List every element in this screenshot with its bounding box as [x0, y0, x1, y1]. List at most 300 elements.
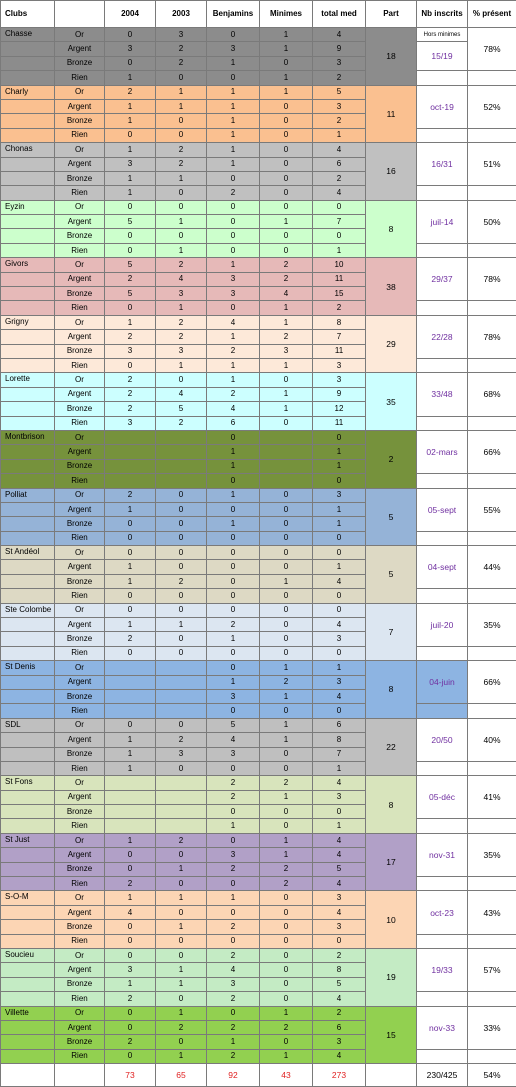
value-minimes: 0 [260, 157, 313, 171]
value-minimes: 0 [260, 99, 313, 113]
medal-label: Argent [55, 848, 105, 862]
value-2004: 2 [105, 85, 156, 99]
value-benjamins: 1 [207, 128, 260, 142]
medal-label: Bronze [55, 459, 105, 473]
empty-cell [417, 474, 468, 488]
medal-label: Bronze [55, 56, 105, 70]
medal-label: Bronze [55, 747, 105, 761]
medal-label: Or [55, 661, 105, 675]
value-benjamins: 0 [207, 71, 260, 85]
value-benjamins: 2 [207, 790, 260, 804]
value-2004: 2 [105, 1035, 156, 1049]
value-2004: 1 [105, 71, 156, 85]
value-2003: 4 [156, 387, 207, 401]
value-total-med: 1 [313, 661, 366, 675]
empty-cell [468, 589, 516, 603]
value-benjamins: 2 [207, 992, 260, 1006]
value-total-med: 4 [313, 992, 366, 1006]
value-benjamins: 4 [207, 315, 260, 329]
value-benjamins: 2 [207, 186, 260, 200]
value-2003: 0 [156, 560, 207, 574]
medal-label: Or [55, 1006, 105, 1020]
value-minimes: 0 [260, 517, 313, 531]
club-row [1, 949, 516, 963]
club-row [1, 934, 516, 948]
club-part: 10 [366, 891, 417, 949]
club-cell [1, 459, 55, 473]
medal-label: Or [55, 776, 105, 790]
value-total-med: 7 [313, 330, 366, 344]
value-2003 [156, 474, 207, 488]
value-benjamins: 1 [207, 157, 260, 171]
value-total-med: 2 [313, 1006, 366, 1020]
medal-label: Or [55, 315, 105, 329]
club-inscrits: 22/28 [417, 315, 468, 358]
value-benjamins: 1 [207, 819, 260, 833]
club-inscrits: 04-juin [417, 661, 468, 704]
value-benjamins: 2 [207, 387, 260, 401]
medal-label: Rien [55, 704, 105, 718]
club-row [1, 1049, 516, 1063]
value-minimes: 0 [260, 114, 313, 128]
club-row [1, 186, 516, 200]
medal-label: Rien [55, 416, 105, 430]
value-2004: 0 [105, 718, 156, 732]
club-inscrits: 19/33 [417, 949, 468, 992]
club-cell [1, 301, 55, 315]
value-2004: 0 [105, 531, 156, 545]
club-part: 29 [366, 315, 417, 373]
value-minimes [260, 474, 313, 488]
value-total-med: 12 [313, 402, 366, 416]
club-row [1, 1006, 516, 1020]
club-cell [1, 934, 55, 948]
club-part: 2 [366, 430, 417, 488]
empty-cell [468, 474, 516, 488]
value-total-med: 8 [313, 733, 366, 747]
club-cell [1, 805, 55, 819]
value-2004: 0 [105, 949, 156, 963]
value-2004: 0 [105, 1006, 156, 1020]
value-2004: 3 [105, 344, 156, 358]
value-2003: 0 [156, 992, 207, 1006]
header-benjamins: Benjamins [207, 1, 260, 28]
value-total-med: 0 [313, 646, 366, 660]
value-minimes: 0 [260, 143, 313, 157]
club-cell [1, 99, 55, 113]
club-row [1, 819, 516, 833]
value-2003 [156, 445, 207, 459]
value-2004 [105, 430, 156, 444]
value-2004: 0 [105, 56, 156, 70]
value-minimes: 0 [260, 603, 313, 617]
value-minimes: 2 [260, 1020, 313, 1034]
medal-label: Rien [55, 877, 105, 891]
value-2004 [105, 661, 156, 675]
club-row [1, 718, 516, 732]
empty-cell [468, 704, 516, 718]
value-benjamins: 4 [207, 402, 260, 416]
total-med: 273 [313, 1064, 366, 1087]
club-present: 35% [468, 833, 516, 876]
club-cell [1, 358, 55, 372]
value-2003: 0 [156, 589, 207, 603]
empty-cell [468, 819, 516, 833]
empty-cell [417, 243, 468, 257]
value-minimes: 0 [260, 229, 313, 243]
value-total-med: 2 [313, 171, 366, 185]
value-minimes: 0 [260, 963, 313, 977]
value-benjamins: 0 [207, 661, 260, 675]
value-benjamins: 4 [207, 963, 260, 977]
value-minimes: 0 [260, 920, 313, 934]
value-2004: 0 [105, 301, 156, 315]
club-row [1, 661, 516, 675]
club-name: St Denis [1, 661, 55, 675]
value-2003: 0 [156, 114, 207, 128]
value-total-med: 2 [313, 301, 366, 315]
total-2004: 73 [105, 1064, 156, 1087]
club-inscrits: 05-sept [417, 488, 468, 531]
medal-label: Rien [55, 71, 105, 85]
empty-cell [417, 416, 468, 430]
club-row [1, 891, 516, 905]
empty-cell [468, 186, 516, 200]
club-cell [1, 531, 55, 545]
value-2003 [156, 790, 207, 804]
empty-cell [417, 589, 468, 603]
value-2004: 0 [105, 243, 156, 257]
value-benjamins: 1 [207, 891, 260, 905]
medal-label: Rien [55, 761, 105, 775]
club-cell [1, 1049, 55, 1063]
total-inscrits: 230/425 [417, 1064, 468, 1087]
medal-label: Rien [55, 589, 105, 603]
header-nb-inscrits: Nb inscrits [417, 1, 468, 28]
value-2004: 0 [105, 934, 156, 948]
value-minimes: 1 [260, 733, 313, 747]
empty-cell [468, 934, 516, 948]
value-minimes: 1 [260, 848, 313, 862]
value-2003: 0 [156, 949, 207, 963]
value-total-med: 6 [313, 1020, 366, 1034]
club-cell [1, 632, 55, 646]
value-minimes: 1 [260, 28, 313, 42]
value-total-med: 1 [313, 459, 366, 473]
medal-label: Rien [55, 301, 105, 315]
value-minimes: 0 [260, 200, 313, 214]
total-benjamins: 92 [207, 1064, 260, 1087]
value-benjamins: 0 [207, 301, 260, 315]
value-2004: 1 [105, 833, 156, 847]
value-2003: 1 [156, 171, 207, 185]
value-total-med: 1 [313, 243, 366, 257]
club-name: St Just [1, 833, 55, 847]
club-cell [1, 171, 55, 185]
value-2004: 1 [105, 977, 156, 991]
club-part: 19 [366, 949, 417, 1007]
club-part: 18 [366, 28, 417, 86]
value-2004: 0 [105, 200, 156, 214]
club-present: 41% [468, 776, 516, 819]
value-total-med: 3 [313, 920, 366, 934]
medal-label: Bronze [55, 805, 105, 819]
medal-label: Argent [55, 963, 105, 977]
medal-label: Argent [55, 272, 105, 286]
value-minimes: 1 [260, 1006, 313, 1020]
medal-label: Or [55, 891, 105, 905]
value-benjamins: 0 [207, 574, 260, 588]
value-benjamins: 0 [207, 430, 260, 444]
club-part: 15 [366, 1006, 417, 1064]
medal-label: Bronze [55, 862, 105, 876]
value-total-med: 3 [313, 488, 366, 502]
value-2004: 1 [105, 502, 156, 516]
value-minimes: 0 [260, 977, 313, 991]
medal-label: Rien [55, 819, 105, 833]
value-total-med: 0 [313, 229, 366, 243]
medal-label: Argent [55, 560, 105, 574]
club-inscrits: 20/50 [417, 718, 468, 761]
value-total-med: 11 [313, 344, 366, 358]
empty-cell [417, 646, 468, 660]
value-minimes: 2 [260, 330, 313, 344]
medal-label: Argent [55, 99, 105, 113]
medal-label: Or [55, 143, 105, 157]
value-minimes: 2 [260, 272, 313, 286]
club-inscrits: 02-mars [417, 430, 468, 473]
value-2003: 0 [156, 546, 207, 560]
value-2004: 3 [105, 157, 156, 171]
club-name: St Fons [1, 776, 55, 790]
empty-cell [417, 186, 468, 200]
value-total-med: 4 [313, 689, 366, 703]
club-cell [1, 877, 55, 891]
value-benjamins: 0 [207, 704, 260, 718]
medal-label: Rien [55, 934, 105, 948]
value-minimes: 0 [260, 1035, 313, 1049]
value-minimes [260, 459, 313, 473]
medal-label: Bronze [55, 977, 105, 991]
value-2003: 2 [156, 416, 207, 430]
value-minimes: 0 [260, 488, 313, 502]
value-benjamins: 0 [207, 546, 260, 560]
value-minimes: 0 [260, 992, 313, 1006]
value-minimes: 0 [260, 373, 313, 387]
value-2004: 1 [105, 733, 156, 747]
empty-cell [468, 531, 516, 545]
totals-row [1, 1064, 516, 1087]
header-total-med: total med [313, 1, 366, 28]
value-2003: 1 [156, 215, 207, 229]
value-2003: 1 [156, 1006, 207, 1020]
club-present: 55% [468, 488, 516, 531]
value-total-med: 6 [313, 157, 366, 171]
empty-cell [417, 761, 468, 775]
medal-label: Argent [55, 1020, 105, 1034]
value-benjamins: 1 [207, 358, 260, 372]
value-2004: 0 [105, 546, 156, 560]
value-benjamins: 0 [207, 474, 260, 488]
value-2004: 5 [105, 215, 156, 229]
medal-label: Rien [55, 186, 105, 200]
value-total-med: 2 [313, 949, 366, 963]
value-benjamins: 0 [207, 200, 260, 214]
value-2003: 2 [156, 574, 207, 588]
empty-cell [417, 877, 468, 891]
value-2004: 1 [105, 574, 156, 588]
value-minimes: 1 [260, 833, 313, 847]
club-cell [1, 445, 55, 459]
value-2003: 0 [156, 517, 207, 531]
club-cell [1, 157, 55, 171]
club-row [1, 833, 516, 847]
value-total-med: 11 [313, 272, 366, 286]
value-benjamins: 1 [207, 373, 260, 387]
club-name: Lorette [1, 373, 55, 387]
club-cell [1, 689, 55, 703]
club-cell [1, 387, 55, 401]
club-part: 5 [366, 488, 417, 546]
club-name: Chasse [1, 28, 55, 42]
club-cell [1, 1035, 55, 1049]
medal-label: Argent [55, 42, 105, 56]
value-2004: 1 [105, 761, 156, 775]
club-present: 66% [468, 430, 516, 473]
value-2003: 0 [156, 373, 207, 387]
value-2004: 0 [105, 862, 156, 876]
value-minimes: 1 [260, 71, 313, 85]
value-minimes: 0 [260, 905, 313, 919]
value-total-med: 3 [313, 790, 366, 804]
value-2004 [105, 474, 156, 488]
value-minimes: 1 [260, 358, 313, 372]
club-part: 5 [366, 546, 417, 604]
value-2004: 1 [105, 560, 156, 574]
club-name: Chonas [1, 143, 55, 157]
value-total-med: 1 [313, 128, 366, 142]
medal-label: Argent [55, 733, 105, 747]
value-total-med: 9 [313, 387, 366, 401]
medal-label: Bronze [55, 689, 105, 703]
value-benjamins: 1 [207, 675, 260, 689]
value-total-med: 4 [313, 143, 366, 157]
value-total-med: 0 [313, 430, 366, 444]
medal-label: Or [55, 200, 105, 214]
value-benjamins: 2 [207, 949, 260, 963]
value-total-med: 10 [313, 258, 366, 272]
club-cell [1, 618, 55, 632]
club-name: Soucieu [1, 949, 55, 963]
medal-label: Argent [55, 790, 105, 804]
club-part: 35 [366, 373, 417, 431]
club-cell [1, 733, 55, 747]
club-row [1, 546, 516, 560]
value-total-med: 4 [313, 574, 366, 588]
club-present: 50% [468, 200, 516, 243]
value-2003: 0 [156, 632, 207, 646]
value-total-med: 4 [313, 848, 366, 862]
value-benjamins: 2 [207, 1020, 260, 1034]
value-2003 [156, 776, 207, 790]
value-benjamins: 2 [207, 618, 260, 632]
club-row [1, 71, 516, 85]
value-minimes: 1 [260, 790, 313, 804]
club-part: 16 [366, 143, 417, 201]
club-name: S-O-M [1, 891, 55, 905]
value-2003: 1 [156, 85, 207, 99]
club-part: 11 [366, 85, 417, 143]
value-2004: 0 [105, 358, 156, 372]
header-row [1, 1, 516, 28]
value-benjamins: 0 [207, 603, 260, 617]
total-present: 54% [468, 1064, 516, 1087]
medal-label: Or [55, 546, 105, 560]
value-benjamins: 0 [207, 243, 260, 257]
value-2003: 0 [156, 502, 207, 516]
value-benjamins: 3 [207, 848, 260, 862]
value-benjamins: 3 [207, 689, 260, 703]
club-name: Ste Colombe [1, 603, 55, 617]
value-2003: 2 [156, 733, 207, 747]
value-2004 [105, 445, 156, 459]
value-2003: 2 [156, 315, 207, 329]
value-2004 [105, 776, 156, 790]
empty-cell [468, 243, 516, 257]
value-2004 [105, 689, 156, 703]
value-minimes: 1 [260, 387, 313, 401]
value-benjamins: 0 [207, 833, 260, 847]
value-minimes: 1 [260, 661, 313, 675]
value-total-med: 3 [313, 56, 366, 70]
club-cell [1, 402, 55, 416]
value-benjamins: 1 [207, 143, 260, 157]
value-benjamins: 1 [207, 1035, 260, 1049]
value-2004: 0 [105, 848, 156, 862]
value-2003: 0 [156, 718, 207, 732]
club-cell [1, 330, 55, 344]
value-2003 [156, 459, 207, 473]
value-2003: 0 [156, 186, 207, 200]
medal-label: Or [55, 833, 105, 847]
empty-cell [468, 877, 516, 891]
club-cell [1, 790, 55, 804]
club-row [1, 603, 516, 617]
value-benjamins: 1 [207, 517, 260, 531]
value-2003: 2 [156, 1020, 207, 1034]
value-total-med: 7 [313, 747, 366, 761]
value-minimes: 2 [260, 862, 313, 876]
value-benjamins: 3 [207, 42, 260, 56]
value-total-med: 3 [313, 675, 366, 689]
value-2004: 2 [105, 373, 156, 387]
club-inscrits: 05-déc [417, 776, 468, 819]
medal-label: Bronze [55, 344, 105, 358]
club-row [1, 430, 516, 444]
value-2004 [105, 819, 156, 833]
club-present: 43% [468, 891, 516, 934]
total-minimes: 43 [260, 1064, 313, 1087]
club-row [1, 589, 516, 603]
value-2004: 1 [105, 186, 156, 200]
value-benjamins: 2 [207, 920, 260, 934]
club-inscrits: 33/48 [417, 373, 468, 416]
medal-label: Argent [55, 502, 105, 516]
value-total-med: 4 [313, 776, 366, 790]
value-minimes: 0 [260, 934, 313, 948]
header-present: % présent [468, 1, 516, 28]
value-2004 [105, 805, 156, 819]
